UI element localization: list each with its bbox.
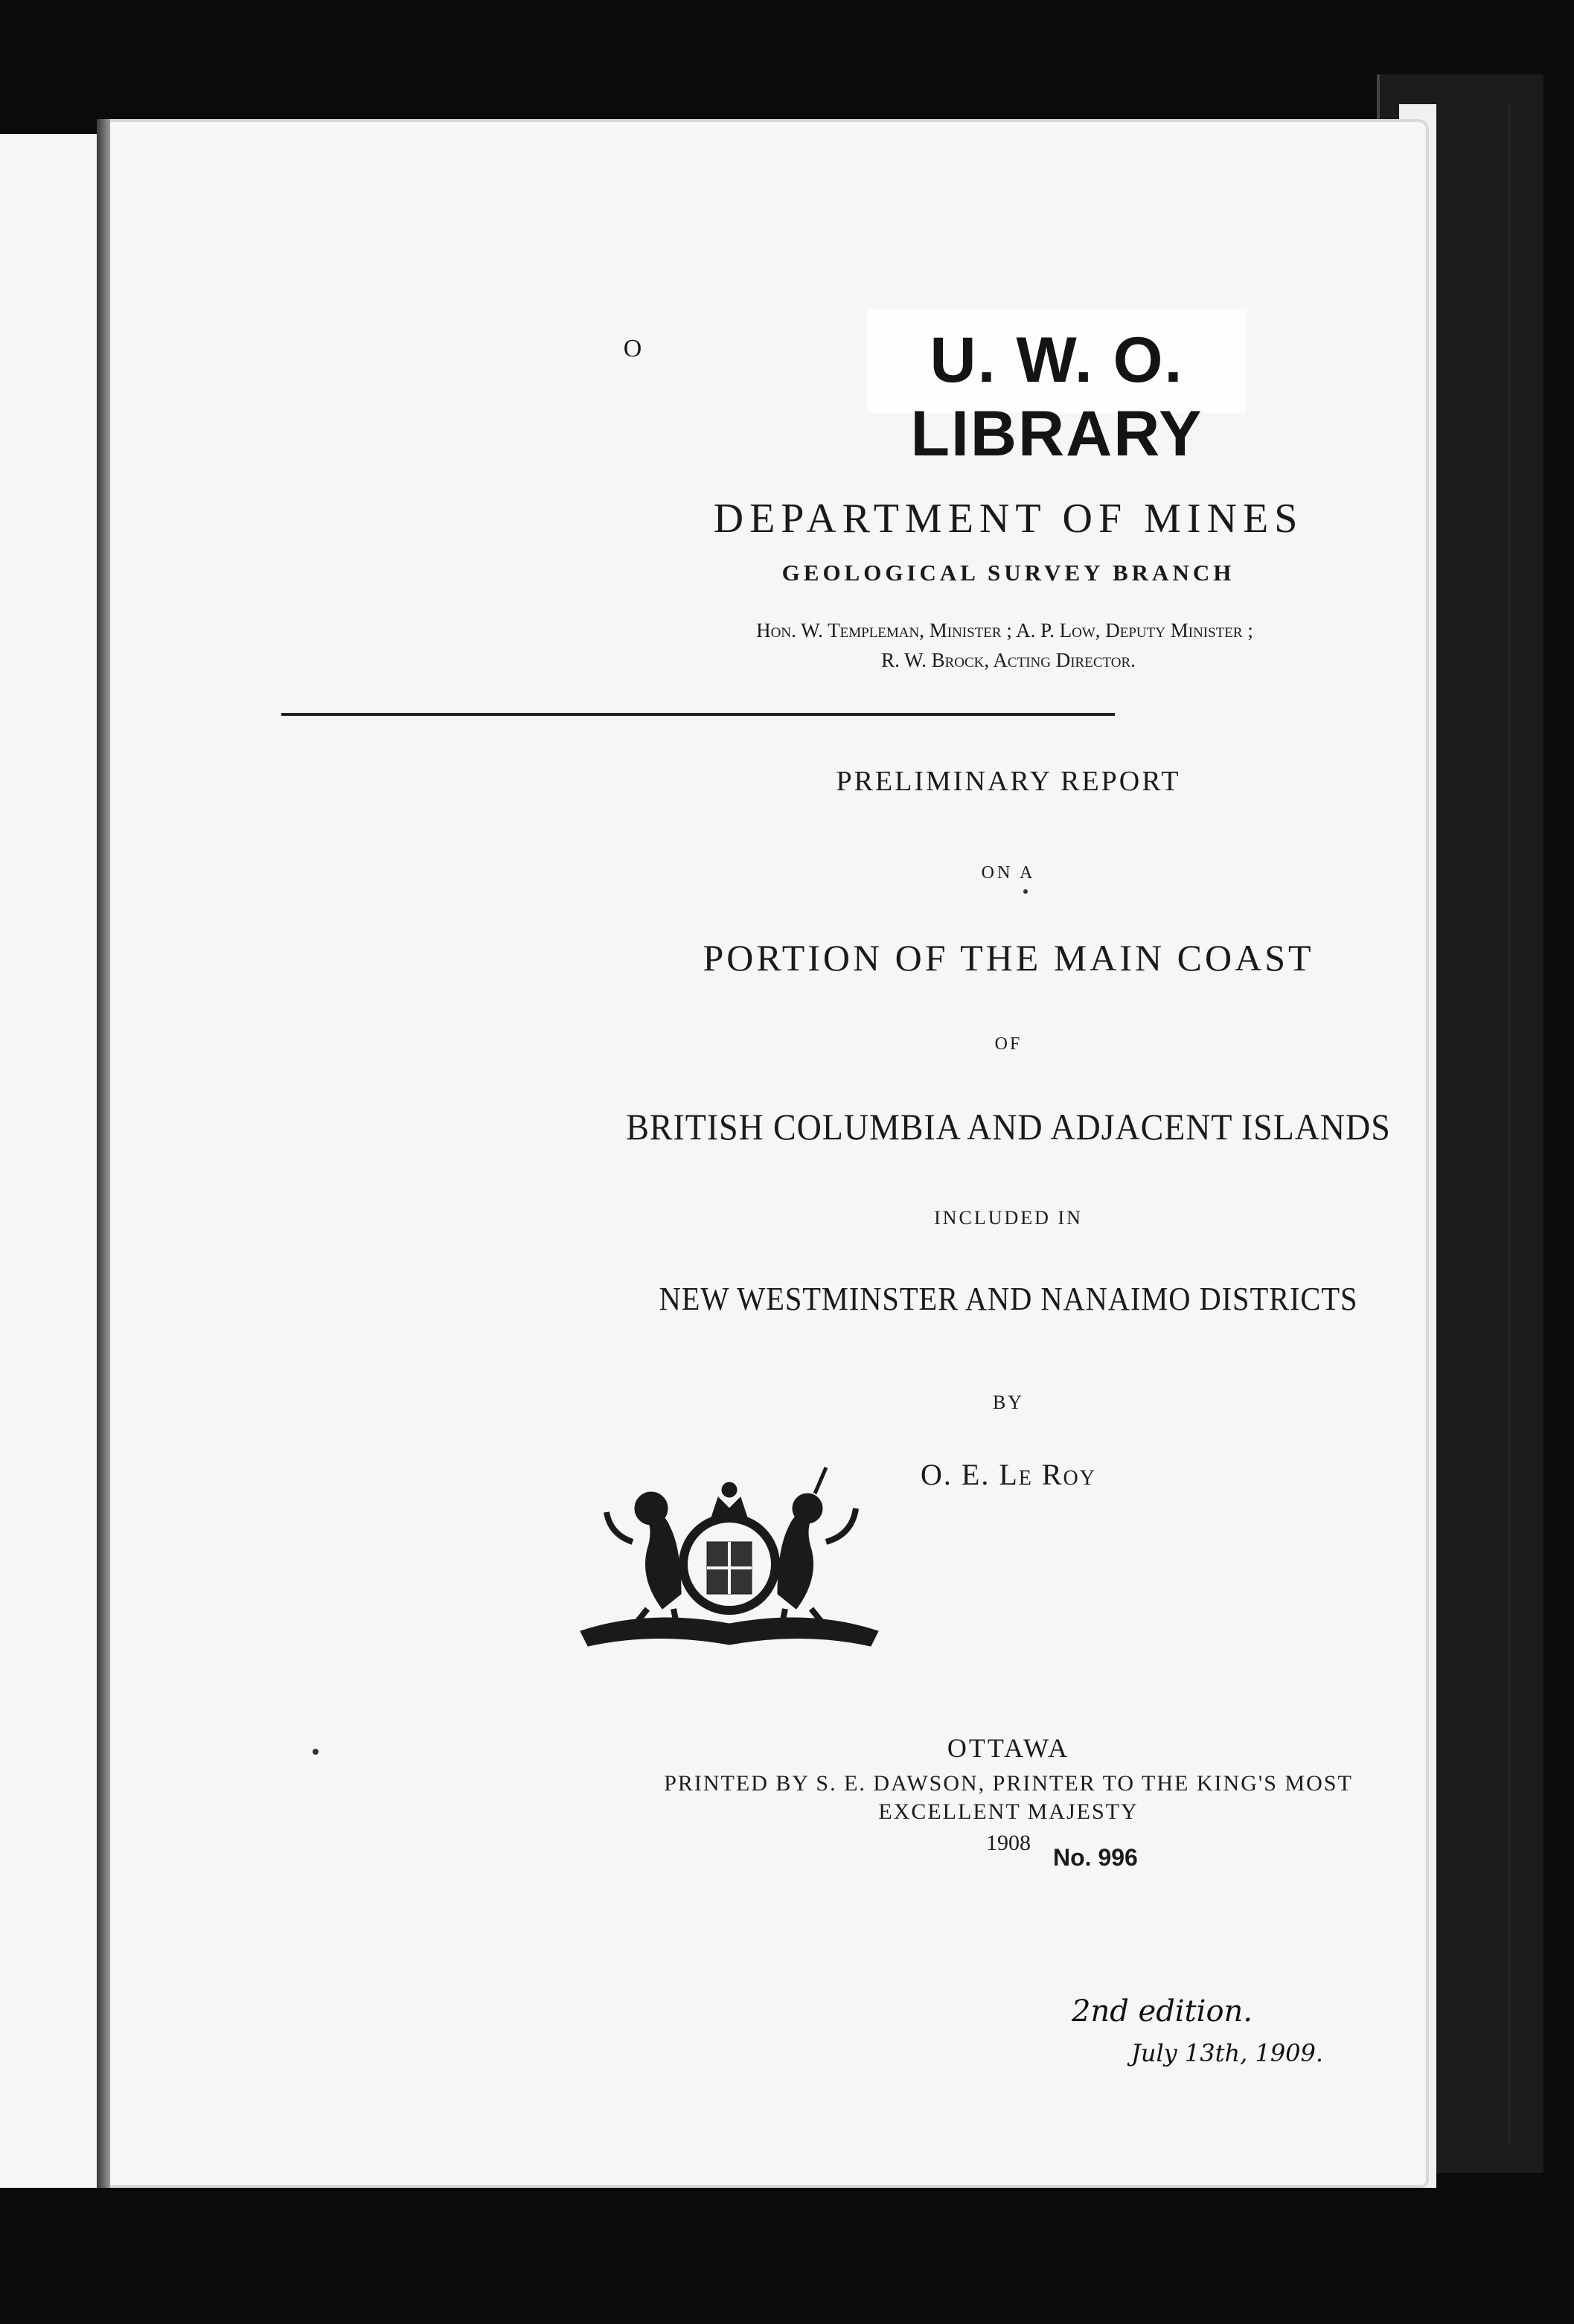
- department-title: DEPARTMENT OF MINES: [713, 496, 1304, 542]
- title-line-4: OF: [994, 1034, 1023, 1054]
- imprint-year: 1908: [986, 1831, 1031, 1855]
- title-page: [97, 119, 1429, 2188]
- byline-label: BY: [992, 1392, 1025, 1413]
- author-name: O. E. Le Roy: [921, 1458, 1096, 1491]
- library-stamp: [867, 309, 1247, 470]
- report-number: No. 996: [1053, 1844, 1138, 1871]
- speck: [313, 1749, 319, 1755]
- branch-title: GEOLOGICAL SURVEY BRANCH: [781, 560, 1235, 586]
- header-mark: O: [623, 335, 642, 362]
- officers-line-2: R. W. Brock, Acting Director.: [881, 649, 1136, 671]
- title-line-7: NEW WESTMINSTER AND NANAIMO DISTRICTS: [659, 1281, 1358, 1317]
- printer-line-1: PRINTED BY S. E. DAWSON, PRINTER TO THE KING'S MOST: [664, 1771, 1353, 1796]
- title-line-5: BRITISH COLUMBIA AND ADJACENT ISLANDS: [626, 1106, 1391, 1147]
- royal-coat-of-arms-icon: [558, 1438, 900, 1691]
- printer-line-2: EXCELLENT MAJESTY: [878, 1799, 1139, 1824]
- handwritten-edition: 2nd edition.: [1072, 1994, 1253, 2029]
- library-stamp-text: U. W. O. LIBRARY: [910, 324, 1203, 470]
- page-gutter: [97, 119, 110, 2188]
- officers-line-1: Hon. W. Templeman, Minister ; A. P. Low, Deputy Minister ;: [756, 619, 1253, 641]
- header-divider: [281, 713, 1115, 716]
- title-line-6: INCLUDED IN: [934, 1207, 1083, 1229]
- title-line-2: ON A: [981, 863, 1036, 883]
- imprint-city: OTTAWA: [947, 1733, 1070, 1763]
- title-line-1: PRELIMINARY REPORT: [836, 766, 1181, 797]
- title-line-3: PORTION OF THE MAIN COAST: [703, 937, 1314, 979]
- speck: [1023, 889, 1028, 894]
- handwritten-date: July 13th, 1909.: [1131, 2039, 1324, 2067]
